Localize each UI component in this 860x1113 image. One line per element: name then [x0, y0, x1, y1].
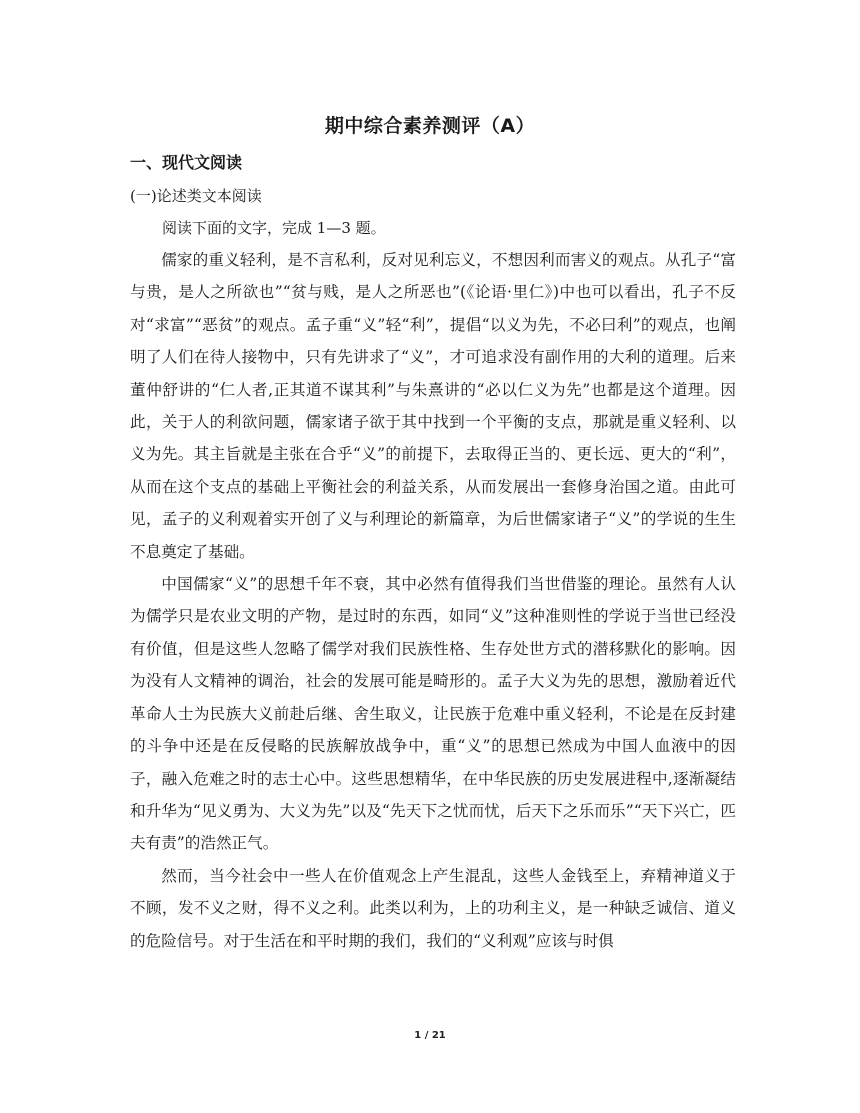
paragraph: 儒家的重义轻利，是不言私利，反对见利忘义，不想因利而害义的观点。从孔子“富与贵，是人之所欲也”“贫与贱，是人之所恶也”(《论语·里仁》)中也可以看出，孔子不反对“求富”“恶贫”的观点。孟子重“义”轻“利”，提倡“以义为先，不必曰利”的观点，也阐明了人们在待人接物中，只有先讲求了“义”，才可追求没有副作用的大利的道理。后来董仲舒讲的“仁人者,正其道不谋其利”与朱熹讲的“必以仁义为先”也都是这个道理。因此，关于人的利欲问题，儒家诸子欲于其中找到一个平衡的支点，那就是重义轻利、以义为先。其主旨就是主张在合乎“义”的前提下，去取得正当的、更长远、更大的“利”，从而在这个支点的基础上平衡社会的利益关系，从而发展出一套修身治国之道。由此可见，孟子的义利观着实开创了义与利理论的新篇章，为后世儒家诸子“义”的学说的生生不息奠定了基础。 [130, 251, 736, 561]
article-body [130, 244, 736, 957]
subsection-heading: (一)论述类文本阅读 [130, 187, 262, 205]
paragraph: 中国儒家“义”的思想千年不衰，其中必然有值得我们当世借鉴的理论。虽然有人认为儒学只是农业文明的产物，是过时的东西，如同“义”这种准则性的学说于当世已经没有价值，但是这些人忽略了儒学对我们民族性格、生存处世方式的潜移默化的影响。因为没有人文精神的调治，社会的发展可能是畸形的。孟子大义为先的思想，激励着近代革命人士为民族大义前赴后继、舍生取义，让民族于危难中重义轻利，不论是在反封建的斗争中还是在反侵略的民族解放战争中，重“义”的思想已然成为中国人血液中的因子，融入危难之时的志士心中。这些思想精华，在中华民族的历史发展进程中,逐渐凝结和升华为“见义勇为、大义为先”以及“先天下之忧而忧，后天下之乐而乐”“天下兴亡，匹夫有责”的浩然正气。 [130, 575, 736, 853]
page-number: 1 / 21 [414, 1030, 446, 1041]
page-title: 期中综合素养测评（A） [324, 115, 536, 137]
section-heading: 一、现代文阅读 [130, 153, 243, 172]
paragraph: 然而，当今社会中一些人在价值观念上产生混乱，这些人金钱至上，弃精神道义于不顾，发不义之财，得不义之利。此类以利为，上的功利主义，是一种缺乏诚信、道义的危险信号。对于生活在和平时期的我们，我们的“义利观”应该与时俱 [130, 866, 736, 950]
reading-instruction: 阅读下面的文字，完成 1—3 题。 [162, 219, 386, 237]
